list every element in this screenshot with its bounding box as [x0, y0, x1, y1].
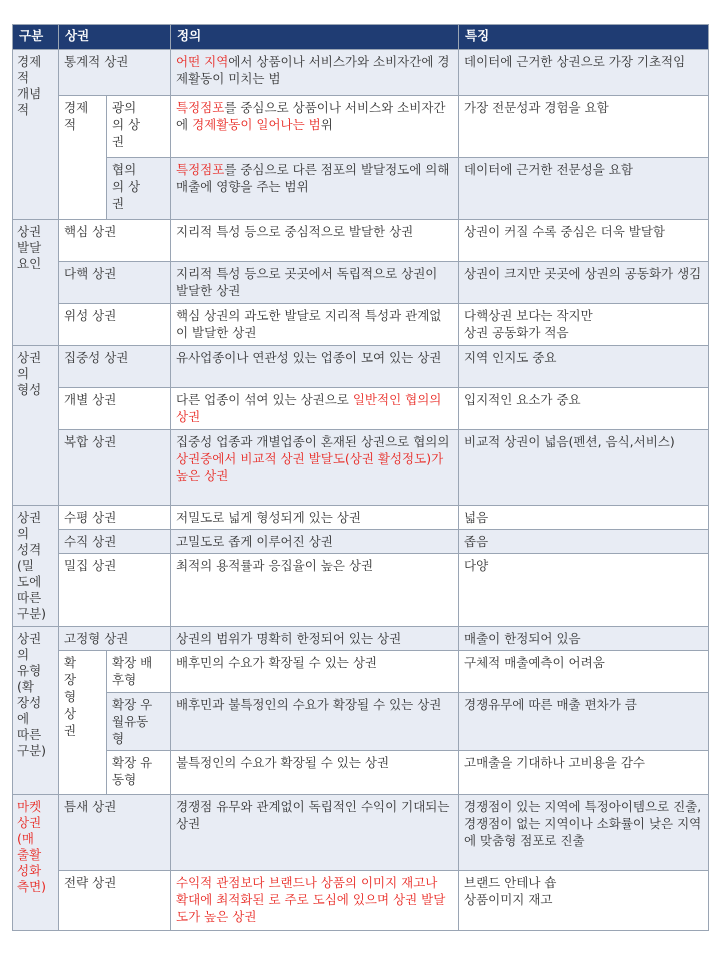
table-row — [13, 651, 709, 693]
area-name: 협의 의 상 권 — [107, 158, 171, 220]
definition-cell: 핵심 상권의 과도한 발달로 지리적 특성과 관계없이 발달한 상권 — [171, 304, 459, 346]
table-row — [13, 751, 709, 795]
definition-cell: 최적의 용적률과 응집율이 높은 상권 — [171, 554, 459, 627]
feature-cell: 다양 — [459, 554, 709, 627]
definition-cell: 다른 업종이 섞여 있는 상권으로 일반적인 협의의 상권 — [171, 388, 459, 430]
definition-cell: 특정점포를 중심으로 상품이나 서비스와 소비자간에 경제활동이 일어나는 범위 — [171, 96, 459, 158]
sub-category-cell: 경제 적 — [59, 96, 107, 220]
sub-category-cell: 확 장 형 상 권 — [59, 651, 107, 795]
category-cell: 상권 발달 요인 — [13, 220, 59, 346]
feature-cell: 비교적 상권이 넓음(펜션, 음식,서비스) — [459, 430, 709, 506]
definition-cell: 집중성 업종과 개별업종이 혼재된 상권으로 협의의 상권중에서 비교적 상권 발달도(상권 활성정도)가 높은 상권 — [171, 430, 459, 506]
header-category: 구분 — [13, 25, 59, 50]
definition-cell: 저밀도로 넓게 형성되게 있는 상권 — [171, 506, 459, 530]
definition-cell: 수익적 관점보다 브랜드나 상품의 이미지 재고나 확대에 최적화된 로 주로 도심에 있으며 상권 발달도가 높은 상권 — [171, 871, 459, 931]
feature-cell: 데이터에 근거한 상권으로 가장 기초적임 — [459, 50, 709, 96]
table-row — [13, 220, 709, 262]
feature-cell: 브랜드 안테나 숍 상품이미지 재고 — [459, 871, 709, 931]
definition-cell: 상권의 범위가 명확히 한정되어 있는 상권 — [171, 627, 459, 651]
feature-cell: 좁음 — [459, 530, 709, 554]
definition-cell: 경쟁점 유무와 관계없이 독립적인 수익이 기대되는 상권 — [171, 795, 459, 871]
area-name: 틈새 상권 — [59, 795, 171, 871]
table-row — [13, 50, 709, 96]
category-cell: 마켓 상권 (매 출활 성화 측면) — [13, 795, 59, 931]
area-name: 확장 유 동형 — [107, 751, 171, 795]
feature-cell: 고매출을 기대하나 고비용을 감수 — [459, 751, 709, 795]
feature-cell: 데이터에 근거한 전문성을 요함 — [459, 158, 709, 220]
table-row — [13, 871, 709, 931]
category-cell: 상권 의 형성 — [13, 346, 59, 506]
header-area: 상권 — [59, 25, 171, 50]
feature-cell: 가장 전문성과 경험을 요함 — [459, 96, 709, 158]
table-row — [13, 693, 709, 751]
area-name: 다핵 상권 — [59, 262, 171, 304]
definition-cell: 유사업종이나 연관성 있는 업종이 모여 있는 상권 — [171, 346, 459, 388]
table-row — [13, 96, 709, 158]
category-cell: 경제 적 개념 적 — [13, 50, 59, 220]
definition-cell: 고밀도로 좁게 이루어진 상권 — [171, 530, 459, 554]
definition-cell: 특정점포를 중심으로 다른 점포의 발달정도에 의해 매출에 영향을 주는 범위 — [171, 158, 459, 220]
category-cell: 상권 의 성격 (밀 도에 따른 구분) — [13, 506, 59, 627]
definition-cell: 배후민의 수요가 확장될 수 있는 상권 — [171, 651, 459, 693]
table-row — [13, 506, 709, 530]
area-name: 전략 상권 — [59, 871, 171, 931]
feature-cell: 상권이 커질 수록 중심은 더욱 발달함 — [459, 220, 709, 262]
table-row — [13, 530, 709, 554]
table-row — [13, 627, 709, 651]
table-row — [13, 158, 709, 220]
feature-cell: 입지적인 요소가 중요 — [459, 388, 709, 430]
area-name: 고정형 상권 — [59, 627, 171, 651]
table-row — [13, 346, 709, 388]
definition-cell: 불특정인의 수요가 확장될 수 있는 상권 — [171, 751, 459, 795]
feature-cell: 상권이 크지만 곳곳에 상권의 공동화가 생김 — [459, 262, 709, 304]
header-definition: 정의 — [171, 25, 459, 50]
area-name: 확장 배 후형 — [107, 651, 171, 693]
market-area-table — [12, 24, 709, 931]
area-name: 통계적 상권 — [59, 50, 171, 96]
table-row — [13, 795, 709, 871]
feature-cell: 경쟁점이 있는 지역에 특정아이템으로 진출,경쟁점이 없는 지역이나 소화률이 낮은 지역에 맞춤형 점포로 진출 — [459, 795, 709, 871]
category-cell: 상권 의 유형 (확 장성 에 따른 구분) — [13, 627, 59, 795]
area-name: 확장 우 월유동 형 — [107, 693, 171, 751]
table-row — [13, 430, 709, 506]
feature-cell: 경쟁유무에 따른 매출 편차가 큼 — [459, 693, 709, 751]
feature-cell: 넓음 — [459, 506, 709, 530]
area-name: 집중성 상권 — [59, 346, 171, 388]
area-name: 복합 상권 — [59, 430, 171, 506]
area-name: 수직 상권 — [59, 530, 171, 554]
header-feature: 특징 — [459, 25, 709, 50]
feature-cell: 매출이 한정되어 있음 — [459, 627, 709, 651]
table-row — [13, 304, 709, 346]
feature-cell: 구체적 매출예측이 어려움 — [459, 651, 709, 693]
area-name: 광의 의 상 권 — [107, 96, 171, 158]
table-row — [13, 388, 709, 430]
area-name: 수평 상권 — [59, 506, 171, 530]
header-row — [13, 25, 709, 50]
area-name: 핵심 상권 — [59, 220, 171, 262]
definition-cell: 어떤 지역에서 상품이나 서비스가와 소비자간에 경제활동이 미치는 범 — [171, 50, 459, 96]
area-name: 위성 상권 — [59, 304, 171, 346]
feature-cell: 다핵상권 보다는 작지만 상권 공동화가 적음 — [459, 304, 709, 346]
definition-cell: 지리적 특성 등으로 중심적으로 발달한 상권 — [171, 220, 459, 262]
definition-cell: 지리적 특성 등으로 곳곳에서 독립적으로 상권이 발달한 상권 — [171, 262, 459, 304]
area-name: 밀집 상권 — [59, 554, 171, 627]
feature-cell: 지역 인지도 중요 — [459, 346, 709, 388]
table-row — [13, 554, 709, 627]
area-name: 개별 상권 — [59, 388, 171, 430]
table-row — [13, 262, 709, 304]
definition-cell: 배후민과 불특정인의 수요가 확장될 수 있는 상권 — [171, 693, 459, 751]
